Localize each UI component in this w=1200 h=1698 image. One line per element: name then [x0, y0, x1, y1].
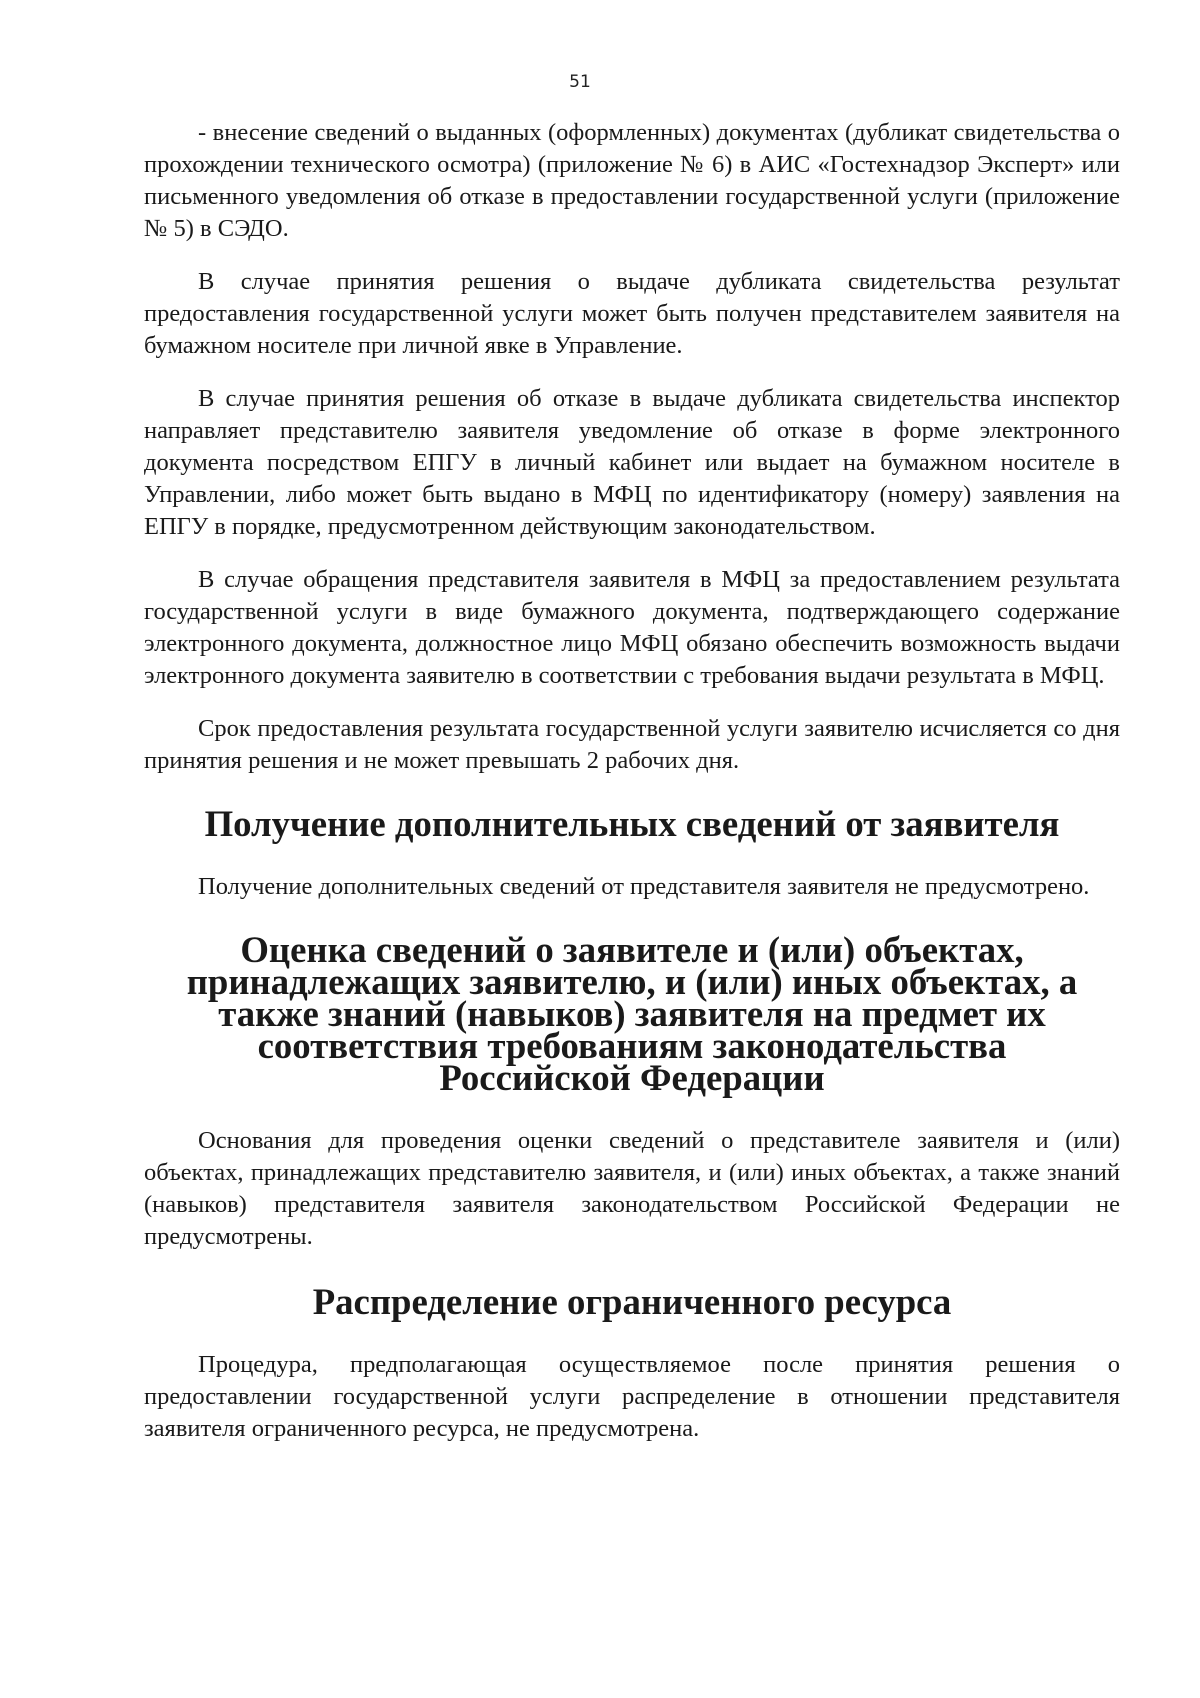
- page-number: 51: [569, 72, 591, 92]
- heading-limited-resource: Распределение ограниченного ресурса: [312, 1281, 952, 1322]
- paragraph-limited-resource: Процедура, предполагающая осуществляемое после принятия решения о предоставлении государственной услуги распределение в отношении представителя заявителя ограниченного ресурса, не предусмотрена.: [144, 1351, 1120, 1442]
- document-body: [144, 117, 1120, 1445]
- paragraph-duplicate-issued: В случае принятия решения о выдаче дубликата свидетельства результат предоставления государственной услуги может быть получен представителем заявителя на бумажном носителе при личной явке в Управление.: [144, 268, 1120, 359]
- paragraph-deadline: Срок предоставления результата государственной услуги заявителю исчисляется со дня принятия решения и не может превышать 2 рабочих дня.: [144, 715, 1120, 774]
- paragraph-assessment: Основания для проведения оценки сведений о представителе заявителя и (или) объектах, принадлежащих представителю заявителя, и (или) иных объектах, а также знаний (навыков) представителя заявителя законодательством Российской Федерации не предусмотрены.: [144, 1127, 1120, 1250]
- paragraph-mfc-request: В случае обращения представителя заявителя в МФЦ за предоставлением результата государственной услуги в виде бумажного документа, подтверждающего содержание электронного документа, должностное лицо МФЦ обязано обеспечить возможность выдачи электронного документа заявителю в соответствии с требования выдачи результата в МФЦ.: [144, 566, 1120, 689]
- heading-additional-info: Получение дополнительных сведений от заявителя: [204, 803, 1060, 844]
- paragraph-duplicate-refusal: В случае принятия решения об отказе в выдаче дубликата свидетельства инспектор направляет представителю заявителя уведомление об отказе в форме электронного документа посредством ЕПГУ в личный кабинет или выдает на бумажном носителе в Управлении, либо может быть выдано в МФЦ по идентификатору (номеру) заявления на ЕПГУ в порядке, предусмотренном действующим законодательством.: [144, 385, 1120, 540]
- heading-assessment: Оценка сведений о заявителе и (или) объектах, принадлежащих заявителю, и (или) иных объектах, а также знаний (навыков) заявителя на предмет их соответствия требованиям законодательства Российской Федерации: [186, 929, 1078, 1098]
- paragraph-additional-info: Получение дополнительных сведений от представителя заявителя не предусмотрено.: [198, 873, 1090, 900]
- paragraph-recording-documents: - внесение сведений о выданных (оформленных) документах (дубликат свидетельства о прохождении технического осмотра) (приложение № 6) в АИС «Гостехнадзор Эксперт» или письменного уведомления об отказе в предоставлении государственной услуги (приложение № 5) в СЭДО.: [144, 119, 1120, 242]
